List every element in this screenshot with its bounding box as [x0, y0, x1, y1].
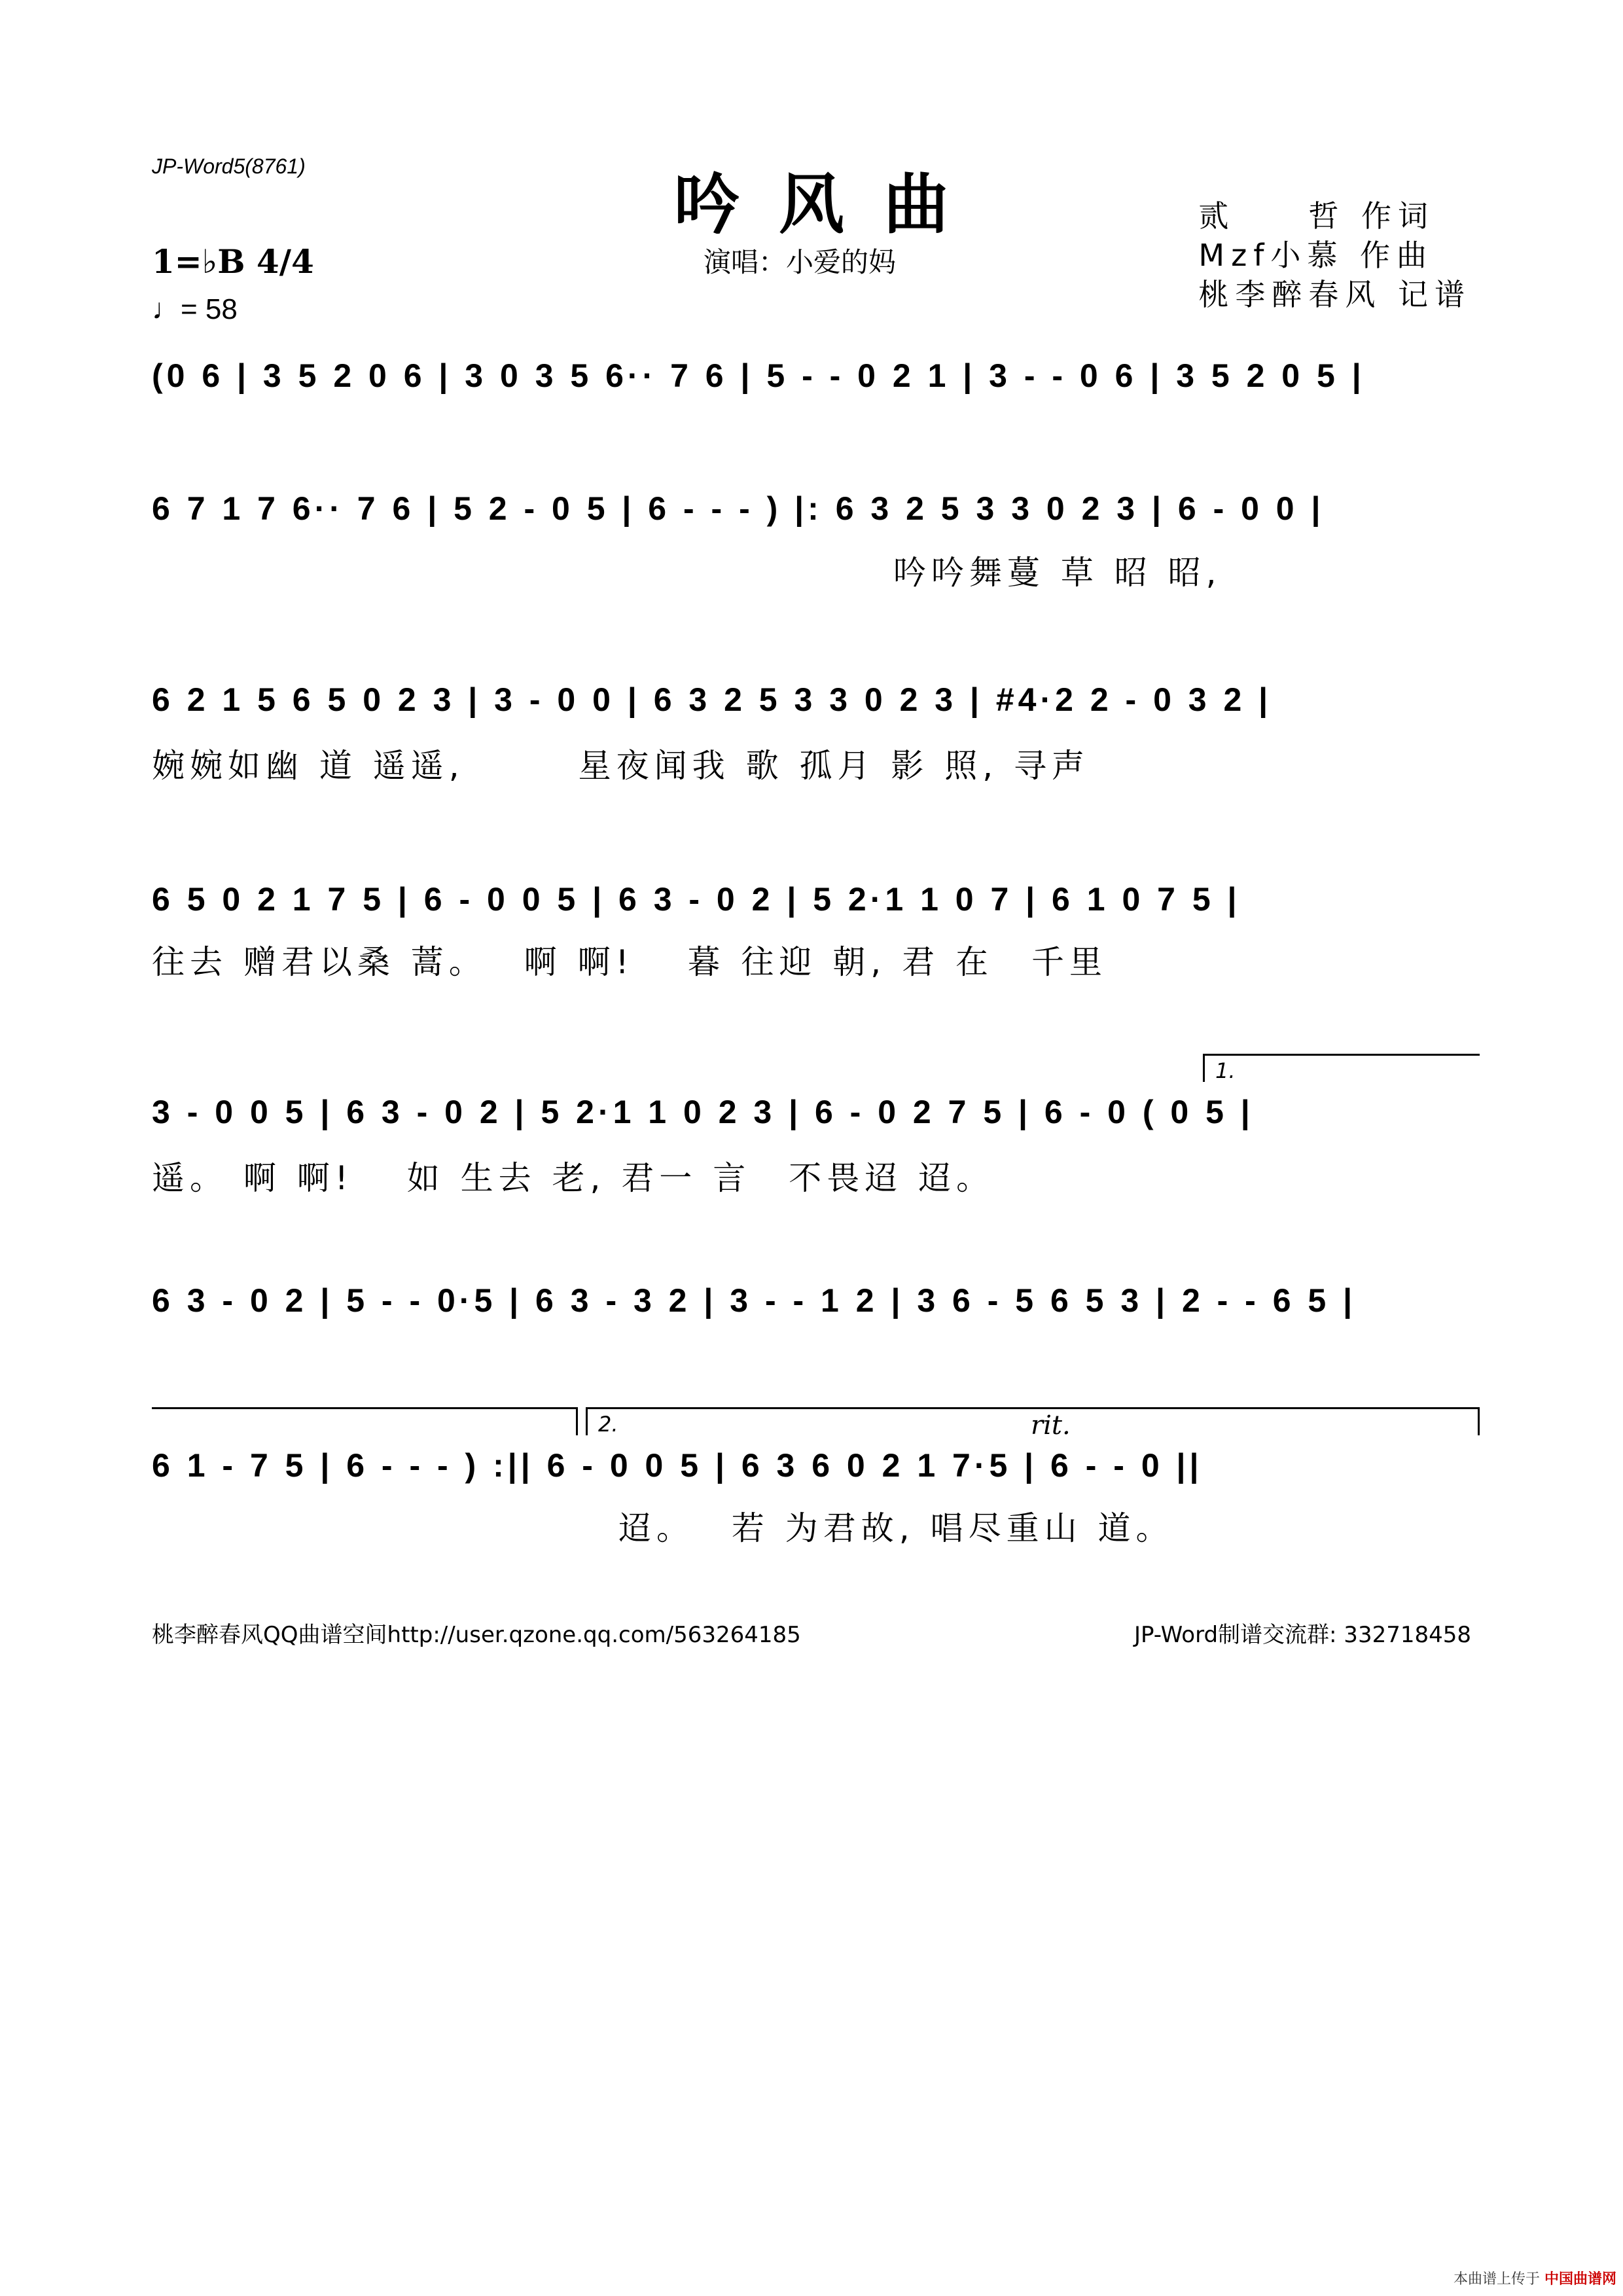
ritardando-marking: rit. — [1031, 1410, 1071, 1441]
score-line-5-lyrics: 遥。 啊 啊! 如 生去 老, 君一 言 不畏迢 迢。 — [152, 1159, 995, 1197]
upload-badge-site: 中国曲谱网 — [1544, 2271, 1616, 2287]
score-line-5-notes: 3 - 0 0 5 | 6 3 - 0 2 | 5 2·1 1 0 2 3 | 6 - 0 2 7 5 | 6 - 0 ( 0 5 | — [152, 1094, 1254, 1130]
upload-badge — [1454, 2268, 1616, 2288]
song-title: 吟风曲 — [674, 166, 988, 243]
score-line-2-lyrics: 吟吟舞蔓 草 昭 昭, — [893, 554, 1222, 592]
composer-credit: Mzf小慕 作曲 — [1198, 238, 1434, 273]
footer-qq-group: JP-Word制谱交流群: 332718458 — [1133, 1622, 1471, 1648]
singer-credit: 演唱：小爱的妈 — [704, 246, 897, 278]
first-ending-bracket — [1203, 1054, 1480, 1082]
first-ending-bracket-continuation — [152, 1407, 578, 1435]
credits-block — [1198, 196, 1471, 314]
score-line-6-notes: 6 3 - 0 2 | 5 - - 0·5 | 6 3 - 3 2 | 3 - - 1 2 | 3 6 - 5 6 5 3 | 2 - - 6 5 | — [152, 1282, 1357, 1319]
score-line-4-lyrics: 往去 赠君以桑 蒿。 啊 啊! 暮 往迎 朝, 君 在 千里 — [152, 943, 1107, 981]
score-line-3-lyrics: 婉婉如幽 道 遥遥, 星夜闻我 歌 孤月 影 照, 寻声 — [152, 747, 1090, 785]
software-label: JP-Word5(8761) — [152, 154, 306, 178]
second-ending-number: 2. — [598, 1412, 618, 1437]
score-line-1-notes: (0 6 | 3 5 2 0 6 | 3 0 3 5 6·· 7 6 | 5 - - 0 2 1 | 3 - - 0 6 | 3 5 2 0 5 | — [152, 357, 1365, 394]
score-line-4-notes: 6 5 0 2 1 7 5 | 6 - 0 0 5 | 6 3 - 0 2 | 5 2·1 1 0 7 | 6 1 0 7 5 | — [152, 881, 1241, 918]
score-line-7-notes: 6 1 - 7 5 | 6 - - - ) :|| 6 - 0 0 5 | 6 3 6 0 2 1 7·5 | 6 - - 0 || — [152, 1447, 1203, 1484]
footer-qzone-link: 桃李醉春风QQ曲谱空间http://user.qzone.qq.com/563264185 — [152, 1622, 801, 1648]
score-line-7-lyrics: 迢。 若 为君故, 唱尽重山 道。 — [618, 1509, 1174, 1547]
tempo-marking: ♩= 58 — [152, 293, 238, 325]
transcriber-credit: 桃李醉春风 记谱 — [1198, 277, 1471, 312]
lyricist-credit: 贰 哲 作词 — [1198, 198, 1435, 234]
first-ending-number: 1. — [1215, 1058, 1236, 1083]
score-line-3-notes: 6 2 1 5 6 5 0 2 3 | 3 - 0 0 | 6 3 2 5 3 3 0 2 3 | #4·2 2 - 0 3 2 | — [152, 681, 1272, 718]
upload-badge-prefix: 本曲谱上传于 — [1453, 2271, 1540, 2287]
key-signature: 1=♭B 4/4 — [152, 242, 314, 281]
score-line-2-notes: 6 7 1 7 6·· 7 6 | 5 2 - 0 5 | 6 - - - ) |: 6 3 2 5 3 3 0 2 3 | 6 - 0 0 | — [152, 490, 1325, 527]
